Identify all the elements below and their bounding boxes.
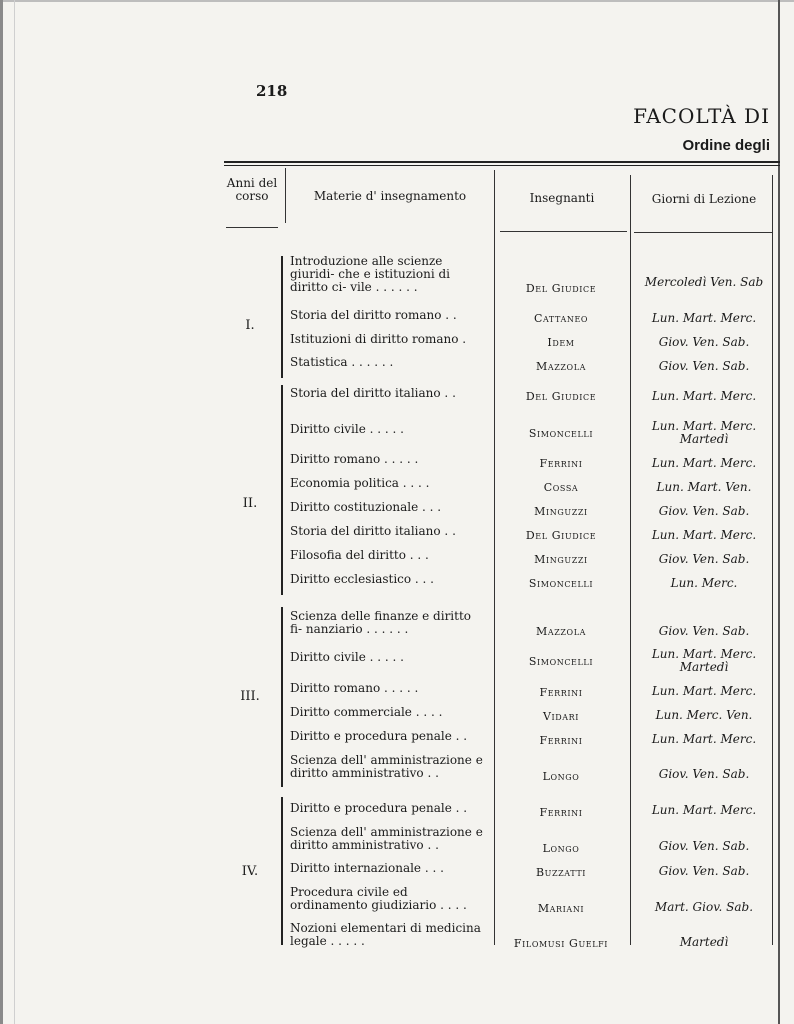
course-teacher: Mariani [537,902,585,915]
header-year: Anni del corso [226,176,278,203]
course-days: Lun. Mart. Merc. [651,389,757,403]
year-brace [281,607,283,787]
course-teacher: Del Giudice [525,390,597,403]
course-subject: Diritto ecclesiastico . . . [290,572,434,586]
course-days: Martedì [679,935,729,949]
header-teacher: Insegnanti [529,191,595,205]
course-days: Giov. Ven. Sab. [658,839,750,853]
course-teacher: Filomusi Guelfi [513,937,609,950]
course-days: Giov. Ven. Sab. [658,335,750,349]
course-teacher: Mazzola [535,360,586,373]
header-underline [226,227,278,228]
course-teacher: Ferrini [539,806,583,819]
course-days: Giov. Ven. Sab. [658,767,750,781]
header-underline [634,232,772,233]
header-days: Giorni di Lezione [651,192,757,206]
course-teacher: Buzzatti [535,866,587,879]
course-teacher: Cossa [543,481,579,494]
course-days: Mart. Giov. Sab. [654,900,754,914]
course-subject: Scienza delle finanze e diritto fi- nanziario . . . . . . [290,609,472,636]
course-subject: Diritto romano . . . . . [290,452,419,466]
header-rule-thin [224,165,780,166]
scan-edge-right [778,0,780,1024]
year-brace [281,256,283,378]
scan-edge-left [0,0,3,1024]
page-number: 218 [256,82,288,100]
course-teacher: Vidari [542,710,580,723]
course-subject: Diritto costituzionale . . . [290,500,442,514]
course-days: Lun. Mart. Ven. [656,480,752,494]
course-subject: Diritto commerciale . . . . [290,705,443,719]
course-teacher: Del Giudice [525,529,597,542]
course-subject: Diritto internazionale . . . [290,861,444,875]
course-days: Giov. Ven. Sab. [658,624,750,638]
course-days: Lun. Mart. Merc. [651,528,757,542]
year-label: II. [242,496,258,511]
column-divider [630,175,631,945]
course-teacher: Minguzzi [534,553,588,566]
course-subject: Diritto e procedura penale . . [290,729,468,743]
course-subject: Economia politica . . . . [290,476,430,490]
header-rule-thick [224,161,780,163]
course-days: Giov. Ven. Sab. [658,504,750,518]
course-subject: Diritto civile . . . . . [290,650,404,664]
header-subject: Materie d' insegnamento [313,189,467,203]
course-teacher: Simoncelli [528,577,594,590]
course-days: Lun. Merc. Ven. [655,708,753,722]
order-title: Ordine degli [682,137,770,154]
course-teacher: Minguzzi [534,505,588,518]
course-subject: Statistica . . . . . . [290,355,394,369]
course-teacher: Simoncelli [528,655,594,668]
year-brace [281,797,283,945]
course-teacher: Longo [542,842,580,855]
year-label: IV. [241,864,259,879]
course-subject: Diritto romano . . . . . [290,681,419,695]
course-subject: Storia del diritto italiano . . [290,524,456,538]
course-subject: Filosofia del diritto . . . [290,548,429,562]
course-teacher: Mazzola [535,625,586,638]
year-label: I. [245,318,255,333]
year-brace [281,385,283,595]
course-days: Lun. Mart. Merc. [651,803,757,817]
course-teacher: Idem [547,336,575,349]
column-divider [285,168,286,223]
faculty-title: FACOLTÀ DI [633,104,770,128]
course-subject: Storia del diritto romano . . [290,308,457,322]
scan-edge-top [0,0,794,2]
year-label: III. [240,689,260,704]
course-days: Lun. Mart. Merc. Martedì [651,647,757,674]
course-days: Lun. Merc. [670,576,738,590]
column-divider [494,170,495,945]
course-teacher: Ferrini [539,686,583,699]
course-subject: Scienza dell' amministrazione e diritto amministrativo . . [290,825,483,852]
course-days: Giov. Ven. Sab. [658,552,750,566]
course-days: Lun. Mart. Merc. [651,732,757,746]
course-teacher: Del Giudice [525,282,597,295]
course-subject: Diritto civile . . . . . [290,422,404,436]
course-days: Giov. Ven. Sab. [658,864,750,878]
course-subject: Diritto e procedura penale . . [290,801,468,815]
course-days: Lun. Mart. Merc. [651,456,757,470]
course-subject: Procedura civile ed ordinamento giudiziario . . . . [290,885,467,912]
course-subject: Istituzioni di diritto romano . [290,332,467,346]
course-subject: Scienza dell' amministrazione e diritto amministrativo . . [290,753,483,780]
course-days: Lun. Mart. Merc. [651,684,757,698]
course-subject: Nozioni elementari di medicina legale . . . . . [290,921,481,948]
course-days: Lun. Mart. Merc. Martedì [651,419,757,446]
course-days: Giov. Ven. Sab. [658,359,750,373]
course-days: Lun. Mart. Merc. [651,311,757,325]
course-subject: Introduzione alle scienze giuridi- che e istituzioni di diritto ci- vile . . . . . . [290,254,450,294]
header-underline [500,231,627,232]
course-subject: Storia del diritto italiano . . [290,386,456,400]
course-teacher: Longo [542,770,580,783]
course-teacher: Ferrini [539,457,583,470]
course-teacher: Simoncelli [528,427,594,440]
course-teacher: Ferrini [539,734,583,747]
course-days: Mercoledì Ven. Sab [644,275,764,289]
course-teacher: Cattaneo [533,312,589,325]
scan-edge-left-inner [14,0,15,1024]
